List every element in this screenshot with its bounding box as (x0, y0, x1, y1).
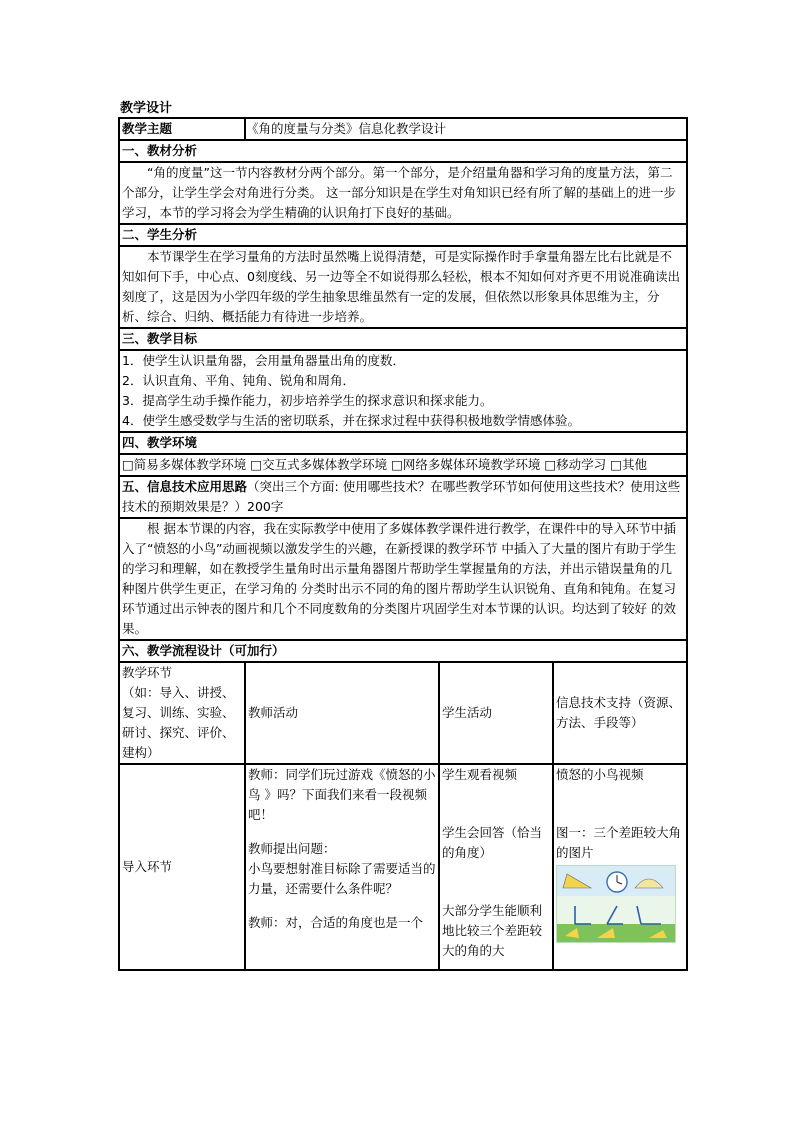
topic-value: 《角的度量与分类》信息化教学设计 (245, 118, 687, 140)
flow-header-tech: 信息技术支持（资源、方法、手段等） (553, 662, 687, 764)
it-approach-subtitle: （突出三个方面: 使用哪些技术？在哪些教学环节如何使用这些技术？使用这些技术的预期效果是？）200字 (122, 479, 681, 514)
flow-header-stage: 教学环节 （如：导入、讲授、复习、训练、实验、研讨、探究、评价、建构） (119, 662, 245, 764)
section-text-students: 本节课学生在学习量角的方法时虽然嘴上说得清楚，可是实际操作时手拿量角器左比右比就是不知如何下手，中心点、0刻度线、另一边等全不如说得那么轻松，根本不知如何对齐更不用说准确读出刻度了，这是因为小学四年级的学生抽象思维虽然有一定的发展，但依然以形象具体思维为主，分析、综合、归纳、概括能力有待进一步培养。 (119, 246, 687, 328)
tech-support: 愤怒的小鸟视频 (556, 767, 644, 782)
teacher-activity: 教师：对，合适的角度也是一个 (248, 915, 424, 930)
flow-student-intro (439, 764, 553, 970)
flow-header-teacher: 教师活动 (245, 662, 439, 764)
angle-comparison-image (556, 865, 676, 943)
student-activity: 大部分学生能顺利地比较三个差距较大的角的大 (442, 903, 543, 958)
tech-support: 图一：三个差距较大角的图片 (556, 825, 682, 860)
section-text-it-approach: 根 据本节课的内容，我在实际教学中使用了多媒体教学课件进行教学，在课件中的导入环节中插入了“愤怒的小鸟”动画视频以激发学生的兴趣，在新授课的教学环节 中插入了大量的图片有助于学生的学习和理解，如在教授学生量角时出示量角器图片帮助学生掌握量角的方法，并出示错误量角的几种图片供学生更正，在学习角的 分类时出示不同的角的图片帮助学生认识锐角、直角和钝角。在复习环节通过出示钟表的图片和几个不同度数角的分类图片巩固学生对本节课的认识。均达到了较好 的效果。 (119, 518, 687, 640)
topic-label: 教学主题 (119, 118, 245, 140)
objectives-list (119, 350, 687, 432)
teacher-activity: 教师提出问题： (248, 841, 336, 856)
teacher-activity: 小鸟要想射准目标除了需要适当的力量，还需要什么条件呢？ (248, 861, 436, 896)
objective-item: 3．提高学生动手操作能力，初步培养学生的探求意识和探求能力。 (122, 393, 493, 408)
objective-item: 2．认识直角、平角、钝角、锐角和周角． (122, 373, 355, 388)
student-activity: 学生会回答（恰当的角度） (442, 825, 543, 860)
document-title: 教学设计 (120, 101, 173, 116)
flow-header-student: 学生活动 (439, 662, 553, 764)
flow-teacher-intro (245, 764, 439, 970)
student-activity: 学生观看视频 (442, 767, 518, 782)
section-title-students: 二、学生分析 (119, 224, 687, 246)
flow-stage-intro: 导入环节 (119, 764, 245, 970)
objective-item: 4．使学生感受数学与生活的密切联系，并在探求过程中获得积极地数学情感体验。 (122, 413, 580, 428)
section-title-materials: 一、教材分析 (119, 140, 687, 162)
section-title-objectives: 三、教学目标 (119, 328, 687, 350)
teacher-activity: 教师：同学们玩过游戏《愤怒的小鸟 》吗？下面我们来看一段视频吧！ (248, 767, 436, 822)
section-title-environment: 四、教学环境 (119, 432, 687, 454)
section-text-materials: “角的度量”这一节内容教材分两个部分。第一个部分，是介绍量角器和学习角的度量方法，第二个部分，让学生学会对角进行分类。 这一部分知识是在学生对角知识已经有所了解的基础上的进一步学习，本节的学习将会为学生精确的认识角打下良好的基础。 (119, 162, 687, 224)
section-title-it-approach (119, 476, 687, 518)
objective-item: 1．使学生认识量角器，会用量角器量出角的度数． (122, 353, 405, 368)
section-title-flow: 六、教学流程设计（可加行） (119, 640, 687, 662)
flow-tech-intro (553, 764, 687, 970)
it-approach-heading: 五、信息技术应用思路 (122, 479, 248, 494)
lesson-design-table (118, 117, 688, 971)
table-row (119, 764, 687, 970)
environment-options: □简易多媒体教学环境 □交互式多媒体教学环境 □网络多媒体环境教学环境 □移动学习 □其他 (119, 454, 687, 476)
